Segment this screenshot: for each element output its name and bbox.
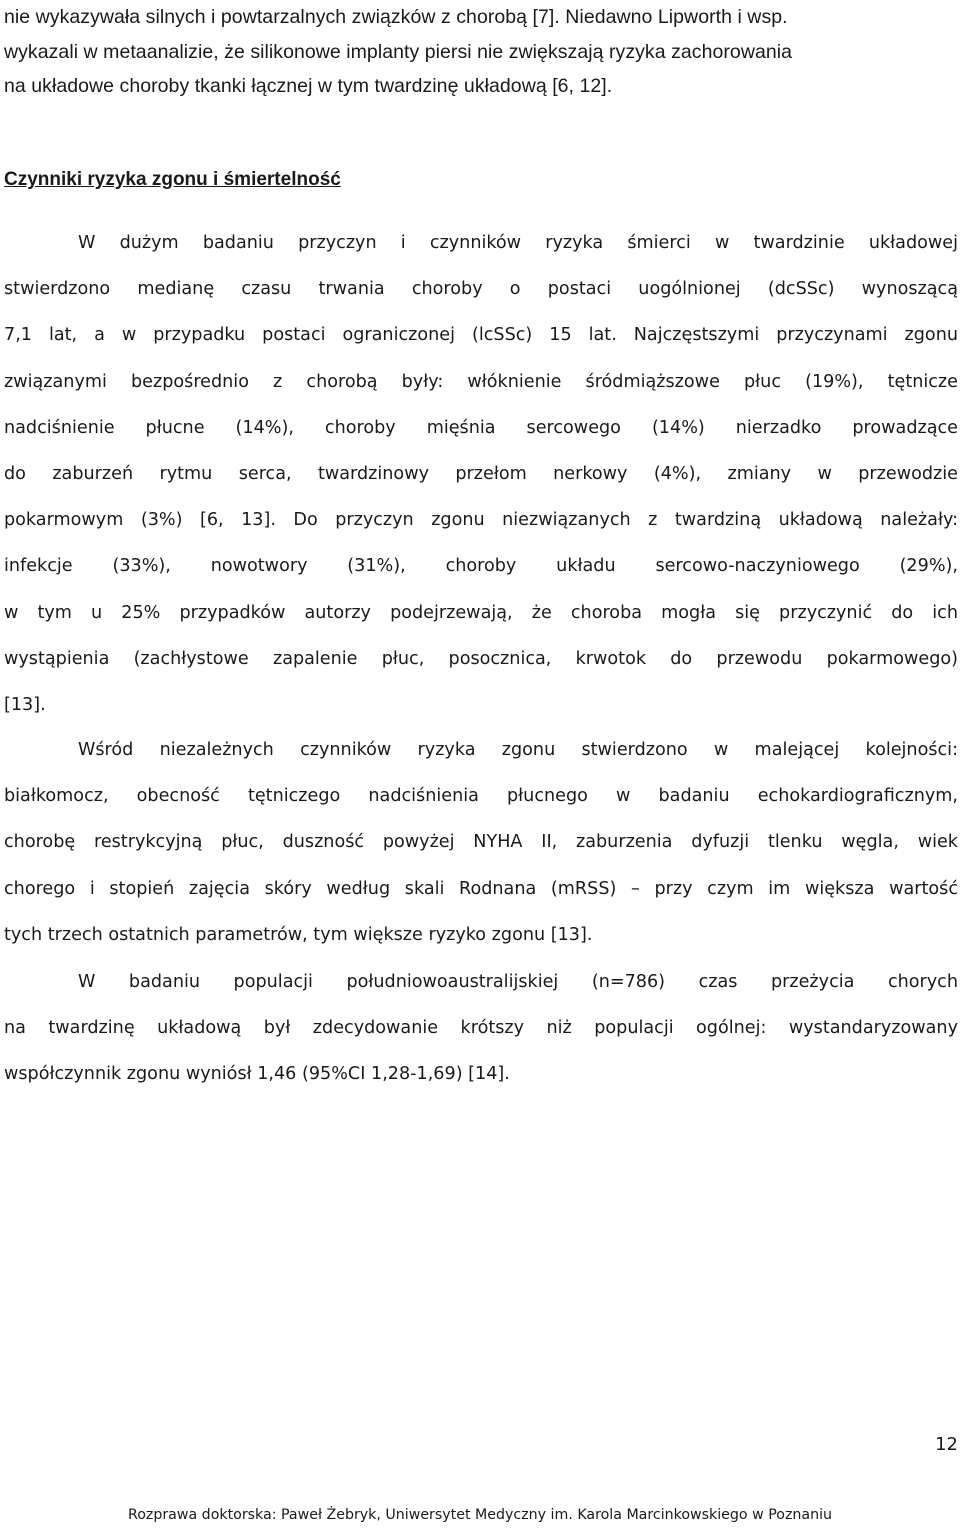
paragraph-risk-factors [4,727,958,958]
page-number: 12 [935,1434,958,1455]
section-heading: Czynniki ryzyka zgonu i śmiertelność [4,169,341,190]
text-line: współczynnik zgonu wyniósł 1,46 (95%CI 1,28-1,69) [14]. [4,1064,510,1085]
text-line: nadciśnienie płucne (14%), choroby mięśnia sercowego (14%) nierzadko prowadzące [4,417,958,438]
text-line: na układowe choroby tkanki łącznej w tym twardzinę układową [6, 12]. [4,75,613,97]
text-line: w tym u 25% przypadków autorzy podejrzewają, że choroba mogła się przyczynić do ich [4,602,958,623]
text-line: tych trzech ostatnich parametrów, tym większe ryzyko zgonu [13]. [4,924,593,945]
paragraph-causes-of-death [4,220,958,728]
intro-paragraph [4,0,958,104]
text-line: infekcje (33%), nowotwory (31%), choroby układu sercowo-naczyniowego (29%), [4,556,958,577]
text-line: W dużym badaniu przyczyn i czynników ryzyka śmierci w twardzinie układowej [78,233,958,253]
text-line: [13]. [4,695,46,716]
text-line: W badaniu populacji południowoaustralijskiej (n=786) czas przeżycia chorych [78,972,958,992]
text-line: wystąpienia (zachłystowe zapalenie płuc, posocznica, krwotok do przewodu pokarmowego) [4,648,958,669]
text-line: 7,1 lat, a w przypadku postaci ograniczonej (lcSSc) 15 lat. Najczęstszymi przyczynami zgonu [4,325,958,346]
text-line: na twardzinę układową był zdecydowanie krótszy niż populacji ogólnej: wystandaryzowany [4,1018,958,1039]
paragraph-survival [4,959,958,1098]
text-line: do zaburzeń rytmu serca, twardzinowy przełom nerkowy (4%), zmiany w przewodzie [4,464,958,485]
text-line: pokarmowym (3%) [6, 13]. Do przyczyn zgonu niezwiązanych z twardziną układową należały: [4,510,958,531]
text-line: chorego i stopień zajęcia skóry według skali Rodnana (mRSS) – przy czym im większa wartość [4,878,958,899]
text-line: białkomocz, obecność tętniczego nadciśnienia płucnego w badaniu echokardiograficznym, [4,786,958,807]
page-footer: Rozprawa doktorska: Paweł Żebryk, Uniwersytet Medyczny im. Karola Marcinkowskiego w Poznaniu [128,1507,832,1523]
text-line: związanymi bezpośrednio z chorobą były: włóknienie śródmiąższowe płuc (19%), tętnicze [4,371,958,392]
text-line: wykazali w metaanalizie, że silikonowe implanty piersi nie zwiększają ryzyka zachorowania [4,40,793,63]
text-line: Wśród niezależnych czynników ryzyka zgonu stwierdzono w malejącej kolejności: [78,740,958,760]
text-line: chorobę restrykcyjną płuc, duszność powyżej NYHA II, zaburzenia dyfuzji tlenku węgla, wiek [4,832,958,853]
text-line: stwierdzono medianę czasu trwania choroby o postaci uogólnionej (dcSSc) wynoszącą [4,279,958,300]
text-line: nie wykazywała silnych i powtarzalnych związków z chorobą [7]. Niedawno Lipworth i wsp. [4,6,788,28]
